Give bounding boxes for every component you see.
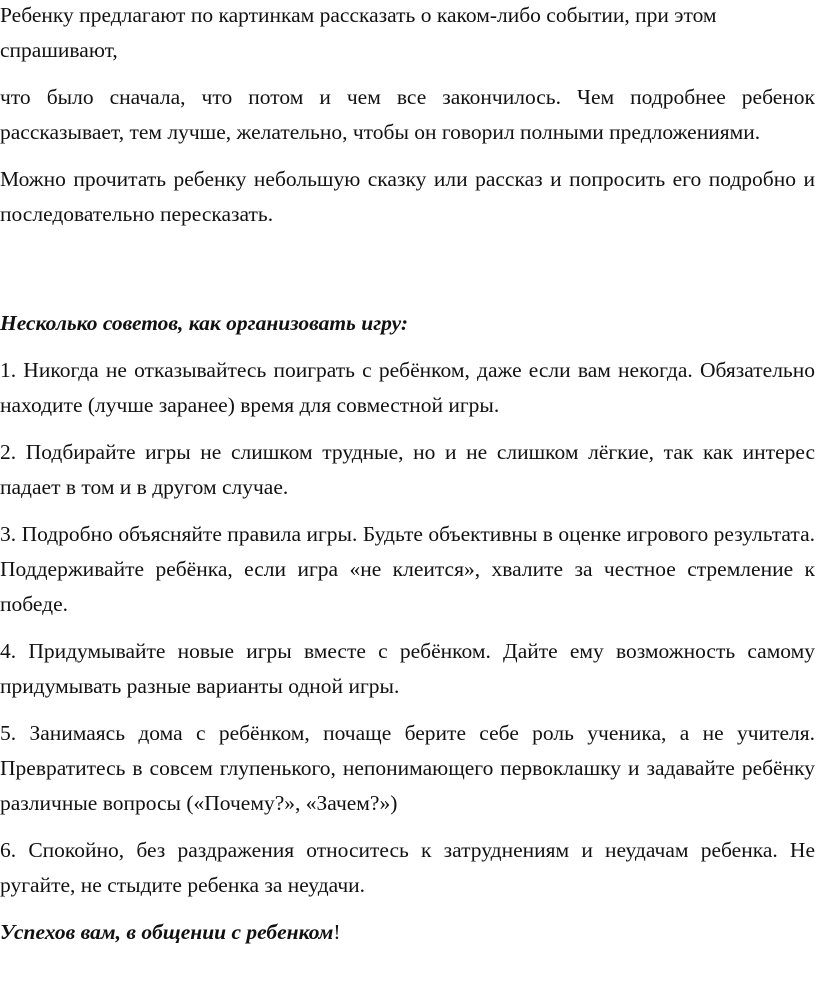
section-spacer (0, 244, 815, 306)
tip-item-3: 3. Подробно объясняйте правила игры. Будьте объективны в оценке игрового результата. Поддерживайте ребёнка, если игра «не клеится», хвалите за честное стремление к победе. (0, 522, 815, 616)
tip-item-2: 2. Подбирайте игры не слишком трудные, но и не слишком лёгкие, так как интерес падает в том и в другом случае. (0, 440, 815, 499)
closing-exclamation: ! (333, 920, 341, 944)
tip-item-1: 1. Никогда не отказывайтесь поиграть с ребёнком, даже если вам некогда. Обязательно находите (лучше заранее) время для совместной игры. (0, 358, 815, 417)
closing-line (0, 915, 815, 950)
intro-paragraph-1: Ребенку предлагают по картинкам рассказать о каком-либо событии, при этом спрашивают, (0, 3, 717, 62)
intro-paragraph-3: Можно прочитать ребенку небольшую сказку или рассказ и попросить его подробно и последовательно пересказать. (0, 167, 815, 226)
closing-emphasis: Успехов вам, в общении с ребенком (0, 920, 334, 944)
tip-item-4: 4. Придумывайте новые игры вместе с ребёнком. Дайте ему возможность самому придумывать разные варианты одной игры. (0, 639, 815, 698)
tip-item-5: 5. Занимаясь дома с ребёнком, почаще берите себе роль ученика, а не учителя. Превратитесь в совсем глупенького, непонимающего первоклашку и задавайте ребёнку различные вопросы («Почему?», «Зачем?») (0, 721, 815, 815)
tip-item-6: 6. Спокойно, без раздражения относитесь к затруднениям и неудачам ребенка. Не ругайте, не стыдите ребенка за неудачи. (0, 838, 815, 897)
intro-paragraph-2: что было сначала, что потом и чем все закончилось. Чем подробнее ребенок рассказывает, тем лучше, желательно, чтобы он говорил полными предложениями. (0, 85, 815, 144)
tips-heading: Несколько советов, как организовать игру: (0, 311, 409, 335)
